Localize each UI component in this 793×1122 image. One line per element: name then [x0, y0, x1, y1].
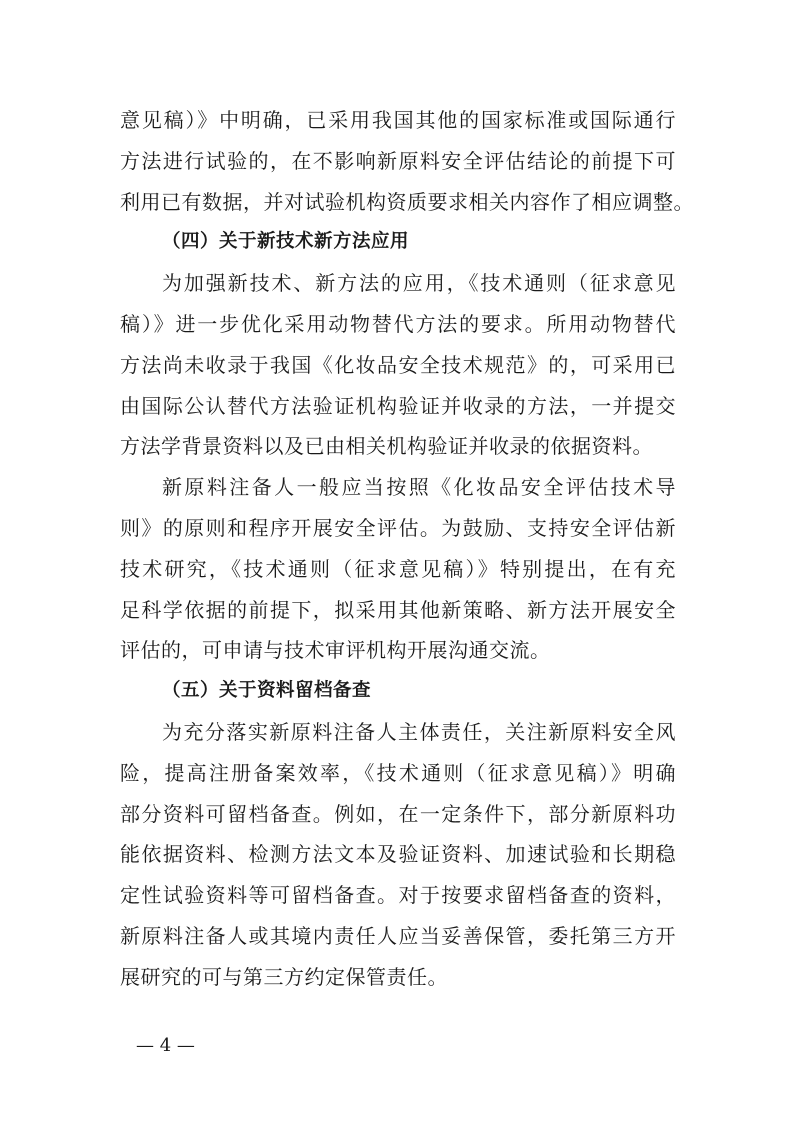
section-heading-5: （五）关于资料留档备查: [162, 680, 372, 702]
text-line: 利用已有数据，并对试验机构资质要求相关内容作了相应调整。: [120, 189, 694, 214]
text-line: 方法进行试验的，在不影响新原料安全评估结论的前提下可: [120, 148, 676, 173]
text-line: 险，提高注册备案效率，《技术通则（征求意见稿）》明确: [120, 760, 676, 785]
text-line: 部分资料可留档备查。例如，在一定条件下，部分新原料功: [120, 801, 676, 826]
text-line: 展研究的可与第三方约定保管责任。: [120, 964, 448, 989]
text-line: 方法学背景资料以及已由相关机构验证并收录的依据资料。: [120, 434, 653, 459]
text-line: 为加强新技术、新方法的应用，《技术通则（征求意见: [162, 271, 676, 296]
text-line: 能依据资料、检测方法文本及验证资料、加速试验和长期稳: [120, 842, 676, 867]
text-line: 新原料注备人或其境内责任人应当妥善保管，委托第三方开: [120, 923, 676, 948]
document-body: [120, 100, 694, 998]
text-line: 技术研究，《技术通则（征求意见稿）》特别提出，在有充: [120, 556, 676, 581]
text-line: 为充分落实新原料注备人主体责任，关注新原料安全风: [162, 719, 676, 744]
text-line: 则》的原则和程序开展安全评估。为鼓励、支持安全评估新: [120, 515, 676, 540]
text-line: 方法尚未收录于我国《化妆品安全技术规范》的，可采用已: [120, 352, 676, 377]
text-line: 新原料注备人一般应当按照《化妆品安全评估技术导: [162, 475, 676, 500]
section-heading-4: （四）关于新技术新方法应用: [162, 231, 410, 253]
text-line: 由国际公认替代方法验证机构验证并收录的方法，一并提交: [120, 393, 676, 418]
text-line: 定性试验资料等可留档备查。对于按要求留档备查的资料，: [120, 883, 676, 908]
text-line: 意见稿）》中明确，已采用我国其他的国家标准或国际通行: [120, 108, 676, 132]
text-line: 足科学依据的前提下，拟采用其他新策略、新方法开展安全: [120, 597, 676, 622]
text-line: 稿）》进一步优化采用动物替代方法的要求。所用动物替代: [120, 311, 676, 336]
page-number: — 4 —: [136, 1035, 195, 1056]
text-line: 评估的，可申请与技术审评机构开展沟通交流。: [120, 638, 551, 663]
